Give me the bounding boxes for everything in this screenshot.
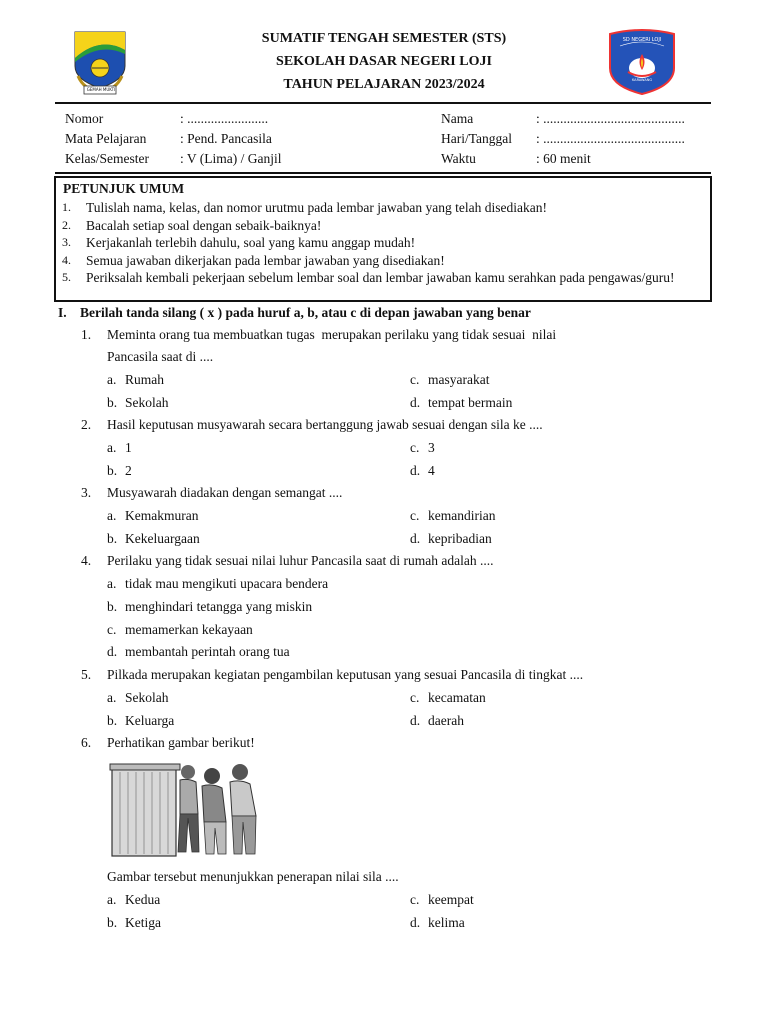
kelas-label: Kelas/Semester: [65, 151, 149, 166]
question-6-text: Perhatikan gambar berikut!: [107, 735, 255, 750]
q6-option-d[interactable]: d. kelima: [410, 915, 465, 930]
nama-field[interactable]: : ..........................................: [536, 111, 685, 126]
regency-logo-text: GEMAH MUKTI: [86, 87, 116, 92]
q5-option-a[interactable]: a. Sekolah: [107, 690, 169, 705]
q6-option-b[interactable]: b. Ketiga: [107, 915, 161, 930]
instructions-box: [54, 176, 712, 302]
instruction-item: 4. Semua jawaban dikerjakan pada lembar jawaban yang disediakan!: [62, 252, 445, 268]
kelas-value: : V (Lima) / Ganjil: [180, 151, 282, 166]
mapel-value: : Pend. Pancasila: [180, 131, 272, 146]
q1-option-a[interactable]: a. Rumah: [107, 372, 164, 387]
instruction-item: 5. Periksalah kembali pekerjaan sebelum lembar soal dan lembar jawaban kamu serahkan pada pengawas/guru!: [62, 270, 675, 285]
q4-option-a[interactable]: a. tidak mau mengikuti upacara bendera: [107, 576, 329, 591]
question-1-number: 1.: [81, 327, 92, 342]
question-2-number: 2.: [81, 417, 92, 432]
section-number: I.: [58, 305, 67, 320]
hari-field[interactable]: : ..........................................: [536, 131, 685, 146]
q5-option-b[interactable]: b. Keluarga: [107, 713, 175, 728]
q1-option-b[interactable]: b. Sekolah: [107, 395, 169, 410]
q3-option-a[interactable]: a. Kemakmuran: [107, 508, 199, 523]
waktu-label: Waktu: [441, 151, 476, 166]
q2-option-d[interactable]: d. 4: [410, 463, 435, 478]
q4-option-d[interactable]: d. membantah perintah orang tua: [107, 644, 290, 659]
header-divider: [55, 102, 711, 104]
header-title-2: SEKOLAH DASAR NEGERI LOJI: [276, 54, 492, 69]
question-3-number: 3.: [81, 485, 92, 500]
q2-option-b[interactable]: b. 2: [107, 463, 132, 478]
q4-option-c[interactable]: c. memamerkan kekayaan: [107, 622, 253, 637]
question-4-number: 4.: [81, 553, 92, 568]
school-logo-text-top: SD NEGERI LOJI: [622, 37, 662, 43]
q2-option-c[interactable]: c. 3: [410, 440, 435, 455]
instruction-item: 1. Tulislah nama, kelas, dan nomor urutmu pada lembar jawaban yang telah disediakan!: [62, 200, 547, 215]
q3-option-c[interactable]: c. kemandirian: [410, 508, 496, 523]
instructions-title: PETUNJUK UMUM: [63, 181, 185, 196]
header-title-1: SUMATIF TENGAH SEMESTER (STS): [261, 31, 507, 46]
question-2-text: Hasil keputusan musyawarah secara bertanggung jawab sesuai dengan sila ke ....: [107, 417, 543, 432]
instruction-item: 2. Bacalah setiap soal dengan sebaik-baiknya!: [62, 217, 322, 233]
section-title: Berilah tanda silang ( x ) pada huruf a, b, atau c di depan jawaban yang benar: [80, 305, 531, 320]
question-6-number: 6.: [81, 735, 92, 750]
section-heading: [58, 305, 531, 321]
school-logo-text-bottom: KARAWANG: [631, 78, 653, 82]
header-title-3: TAHUN PELAJARAN 2023/2024: [283, 77, 485, 92]
q3-option-b[interactable]: b. Kekeluargaan: [107, 531, 200, 546]
q1-option-d[interactable]: d. tempat bermain: [410, 395, 513, 410]
instruction-item: 3. Kerjakanlah terlebih dahulu, soal yang kamu anggap mudah!: [62, 235, 416, 250]
voting-illustration: [108, 758, 268, 860]
nomor-label: Nomor: [65, 111, 104, 126]
mapel-label: Mata Pelajaran: [65, 131, 147, 146]
question-5-number: 5.: [81, 667, 92, 682]
waktu-value: : 60 menit: [536, 151, 591, 166]
hari-label: Hari/Tanggal: [441, 131, 513, 146]
question-1-text: Meminta orang tua membuatkan tugas merupakan perilaku yang tidak sesuai nilai: [107, 327, 557, 342]
nomor-field[interactable]: : ........................: [180, 111, 269, 126]
question-6-text-cont: Gambar tersebut menunjukkan penerapan nilai sila ....: [107, 869, 399, 884]
q4-option-b[interactable]: b. menghindari tetangga yang miskin: [107, 599, 313, 614]
question-5-text: Pilkada merupakan kegiatan pengambilan keputusan yang sesuai Pancasila di tingkat ....: [107, 667, 584, 682]
q3-option-d[interactable]: d. kepribadian: [410, 531, 492, 546]
question-3-text: Musyawarah diadakan dengan semangat ....: [107, 485, 343, 500]
instructions-list: [62, 199, 707, 287]
q1-option-c[interactable]: c. masyarakat: [410, 372, 490, 387]
q5-option-c[interactable]: c. kecamatan: [410, 690, 486, 705]
q6-option-c[interactable]: c. keempat: [410, 892, 474, 907]
question-4-text: Perilaku yang tidak sesuai nilai luhur Pancasila saat di rumah adalah ....: [107, 553, 494, 568]
q2-option-a[interactable]: a. 1: [107, 440, 132, 455]
q5-option-d[interactable]: d. daerah: [410, 713, 464, 728]
question-1-text-cont: Pancasila saat di ....: [107, 349, 214, 364]
info-divider-1: [55, 172, 711, 174]
q6-option-a[interactable]: a. Kedua: [107, 892, 161, 907]
nama-label: Nama: [441, 111, 474, 126]
